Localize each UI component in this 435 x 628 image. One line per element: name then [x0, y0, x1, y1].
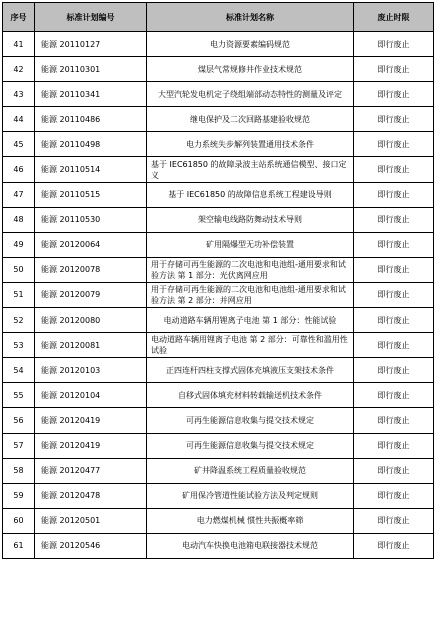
row-number-cell: 42	[3, 57, 35, 82]
table-header	[3, 3, 434, 32]
table-row	[3, 358, 434, 383]
table-row	[3, 57, 434, 82]
plan-name-cell: 电力系统失步解列装置通用技术条件	[147, 132, 354, 157]
header-status: 废止时限	[354, 3, 434, 32]
row-number-cell: 48	[3, 207, 35, 232]
plan-code-cell: 能源 20110498	[35, 132, 147, 157]
plan-code-cell: 能源 20120478	[35, 483, 147, 508]
plan-name-cell: 电力燃煤机械 惯性共振概率筛	[147, 508, 354, 533]
plan-name-cell: 可再生能源信息收集与提交技术规定	[147, 408, 354, 433]
row-number-cell: 61	[3, 533, 35, 558]
row-number-cell: 55	[3, 383, 35, 408]
table-row	[3, 232, 434, 257]
plan-name-cell: 自移式固体填充材料转载输送机技术条件	[147, 383, 354, 408]
row-number-cell: 59	[3, 483, 35, 508]
row-number-cell: 43	[3, 82, 35, 107]
repeal-status-cell: 即行废止	[354, 458, 434, 483]
plan-name-cell: 煤层气常规修井作业技术规范	[147, 57, 354, 82]
plan-name-cell: 矿用隔爆型无功补偿装置	[147, 232, 354, 257]
table-row	[3, 308, 434, 333]
row-number-cell: 53	[3, 333, 35, 358]
repeal-status-cell: 即行废止	[354, 57, 434, 82]
repeal-status-cell: 即行废止	[354, 333, 434, 358]
plan-code-cell: 能源 20120081	[35, 333, 147, 358]
repeal-status-cell: 即行废止	[354, 533, 434, 558]
table-row	[3, 483, 434, 508]
plan-code-cell: 能源 20120103	[35, 358, 147, 383]
table-row	[3, 207, 434, 232]
repeal-status-cell: 即行废止	[354, 107, 434, 132]
table-row	[3, 433, 434, 458]
table-row	[3, 257, 434, 282]
row-number-cell: 49	[3, 232, 35, 257]
row-number-cell: 57	[3, 433, 35, 458]
plan-code-cell: 能源 20110301	[35, 57, 147, 82]
repeal-status-cell: 即行废止	[354, 182, 434, 207]
repeal-status-cell: 即行废止	[354, 32, 434, 57]
table-row	[3, 157, 434, 182]
plan-code-cell: 能源 20120419	[35, 433, 147, 458]
plan-name-cell: 用于存储可再生能源的二次电池和电池组-通用要求和试验方法 第 1 部分：光伏离网应用	[147, 257, 354, 282]
repeal-status-cell: 即行废止	[354, 207, 434, 232]
plan-code-cell: 能源 20110341	[35, 82, 147, 107]
table-row	[3, 408, 434, 433]
row-number-cell: 51	[3, 282, 35, 307]
plan-code-cell: 能源 20110515	[35, 182, 147, 207]
repeal-status-cell: 即行废止	[354, 383, 434, 408]
row-number-cell: 58	[3, 458, 35, 483]
plan-code-cell: 能源 20110127	[35, 32, 147, 57]
repeal-status-cell: 即行废止	[354, 232, 434, 257]
header-row	[3, 3, 434, 32]
table-row	[3, 182, 434, 207]
row-number-cell: 44	[3, 107, 35, 132]
plan-name-cell: 电动道路车辆用锂离子电池 第 1 部分：性能试验	[147, 308, 354, 333]
repeal-status-cell: 即行废止	[354, 483, 434, 508]
plan-name-cell: 电动汽车快换电池箱电联接器技术规范	[147, 533, 354, 558]
repeal-status-cell: 即行废止	[354, 358, 434, 383]
table-row	[3, 458, 434, 483]
plan-code-cell: 能源 20110514	[35, 157, 147, 182]
row-number-cell: 52	[3, 308, 35, 333]
header-name: 标准计划名称	[147, 3, 354, 32]
standards-table	[2, 2, 434, 559]
plan-code-cell: 能源 20110530	[35, 207, 147, 232]
plan-name-cell: 可再生能源信息收集与提交技术规定	[147, 433, 354, 458]
plan-code-cell: 能源 20120080	[35, 308, 147, 333]
repeal-status-cell: 即行废止	[354, 82, 434, 107]
table-row	[3, 533, 434, 558]
plan-code-cell: 能源 20120078	[35, 257, 147, 282]
table-row	[3, 82, 434, 107]
table-row	[3, 32, 434, 57]
repeal-status-cell: 即行废止	[354, 308, 434, 333]
plan-name-cell: 电力资源要素编码规范	[147, 32, 354, 57]
repeal-status-cell: 即行废止	[354, 433, 434, 458]
table-row	[3, 508, 434, 533]
table-row	[3, 282, 434, 307]
row-number-cell: 50	[3, 257, 35, 282]
row-number-cell: 46	[3, 157, 35, 182]
plan-name-cell: 继电保护及二次回路基建验收规范	[147, 107, 354, 132]
plan-name-cell: 正四连杆四柱支撑式固体充填液压支架技术条件	[147, 358, 354, 383]
table-row	[3, 107, 434, 132]
plan-name-cell: 基于 IEC61850 的故障信息系统工程建设导则	[147, 182, 354, 207]
repeal-status-cell: 即行废止	[354, 508, 434, 533]
row-number-cell: 56	[3, 408, 35, 433]
repeal-status-cell: 即行废止	[354, 282, 434, 307]
header-code: 标准计划编号	[35, 3, 147, 32]
plan-code-cell: 能源 20120546	[35, 533, 147, 558]
plan-name-cell: 大型汽轮发电机定子绕组端部动态特性的测量及评定	[147, 82, 354, 107]
repeal-status-cell: 即行废止	[354, 157, 434, 182]
row-number-cell: 41	[3, 32, 35, 57]
plan-code-cell: 能源 20120419	[35, 408, 147, 433]
table-row	[3, 132, 434, 157]
plan-code-cell: 能源 20120104	[35, 383, 147, 408]
plan-name-cell: 架空输电线路防舞动技术导则	[147, 207, 354, 232]
table-body	[3, 32, 434, 559]
row-number-cell: 54	[3, 358, 35, 383]
plan-name-cell: 矿井降温系统工程质量验收规范	[147, 458, 354, 483]
table-row	[3, 383, 434, 408]
repeal-status-cell: 即行废止	[354, 408, 434, 433]
plan-name-cell: 基于 IEC61850 的故障录波主站系统通信模型、接口定义	[147, 157, 354, 182]
plan-name-cell: 电动道路车辆用锂离子电池 第 2 部分：可靠性和滥用性试验	[147, 333, 354, 358]
row-number-cell: 60	[3, 508, 35, 533]
plan-code-cell: 能源 20120477	[35, 458, 147, 483]
plan-name-cell: 矿用保冷管道性能试验方法及判定规则	[147, 483, 354, 508]
repeal-status-cell: 即行废止	[354, 257, 434, 282]
plan-code-cell: 能源 20110486	[35, 107, 147, 132]
repeal-status-cell: 即行废止	[354, 132, 434, 157]
plan-name-cell: 用于存储可再生能源的二次电池和电池组-通用要求和试验方法 第 2 部分：并网应用	[147, 282, 354, 307]
plan-code-cell: 能源 20120501	[35, 508, 147, 533]
row-number-cell: 45	[3, 132, 35, 157]
row-number-cell: 47	[3, 182, 35, 207]
table-row	[3, 333, 434, 358]
header-no: 序号	[3, 3, 35, 32]
plan-code-cell: 能源 20120064	[35, 232, 147, 257]
plan-code-cell: 能源 20120079	[35, 282, 147, 307]
